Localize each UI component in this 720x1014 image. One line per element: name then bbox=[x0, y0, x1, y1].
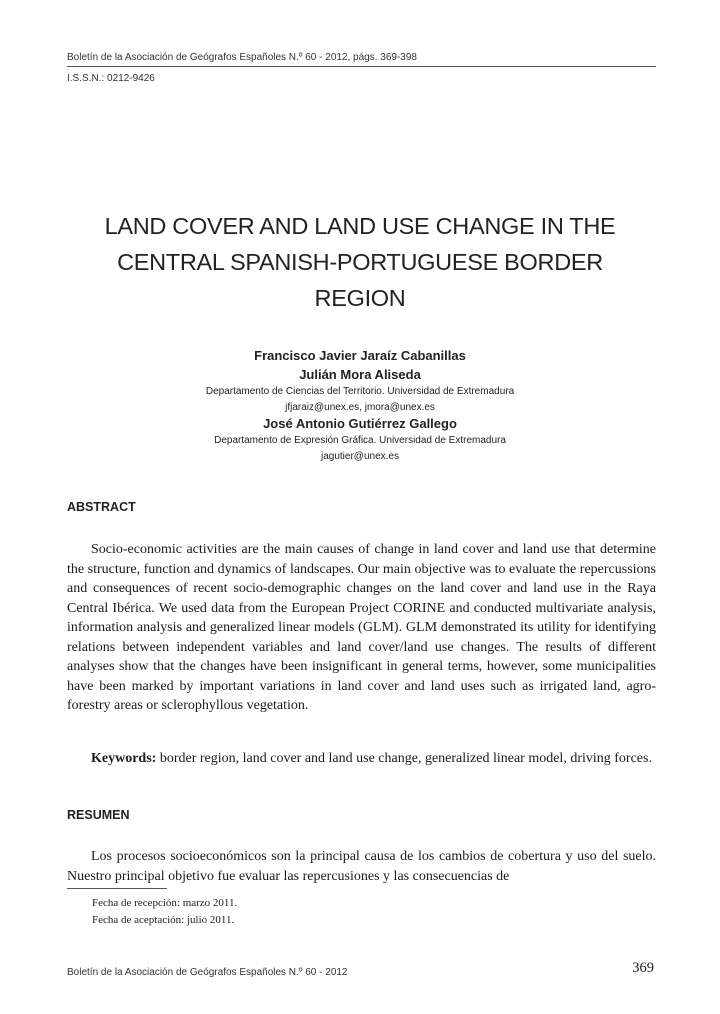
abstract-heading: ABSTRACT bbox=[67, 500, 136, 514]
keywords-text: border region, land cover and land use change, generalized linear model, driving forces. bbox=[159, 751, 652, 766]
author-emails-1[interactable]: jfjaraiz@unex.es, jmora@unex.es bbox=[285, 402, 435, 413]
header-rule bbox=[67, 66, 656, 67]
resumen-heading: RESUMEN bbox=[67, 808, 130, 822]
title-line-1: LAND COVER AND LAND USE CHANGE IN THE bbox=[104, 213, 616, 239]
page-number: 369 bbox=[632, 960, 654, 976]
abstract-paragraph: Socio-economic activities are the main causes of change in land cover and land use that determine the structure, function and dynamics of landscapes. Our main objective was to evaluate the repercussions and consequences of recent socio-demographic changes on the land cover and land use in the Raya Central Ibérica. We used data from the European Project CORINE and conducted multivariate analysis, information analysis and generalized linear models (GLM). GLM demonstrated its utility for identifying relations between independent variables and land cover/land use changes. The results of different analyses show that the changes have been insignificant in general terms, however, some municipalities have been marked by important variations in land cover and land uses such as irrigated land, agro-forestry areas or sclerophyllous vegetation. bbox=[67, 542, 656, 713]
author-name-3: José Antonio Gutiérrez Gallego bbox=[263, 416, 457, 431]
resumen-paragraph: Los procesos socioeconómicos son la principal causa de los cambios de cobertura y uso del suelo. Nuestro principal objetivo fue evaluar las repercusiones y las consecuencias de bbox=[67, 849, 656, 884]
keywords-block bbox=[67, 749, 656, 769]
accepted-date: Fecha de aceptación: julio 2011. bbox=[92, 914, 235, 926]
author-name-1: Francisco Javier Jaraíz Cabanillas bbox=[254, 348, 466, 363]
author-email-2[interactable]: jagutier@unex.es bbox=[321, 451, 399, 462]
author-block-2 bbox=[60, 414, 660, 465]
footer-journal: Boletín de la Asociación de Geógrafos Españoles N.º 60 - 2012 bbox=[67, 967, 348, 978]
resumen-body bbox=[67, 847, 656, 886]
affiliation-2: Departamento de Expresión Gráfica. Universidad de Extremadura bbox=[214, 435, 506, 446]
author-name-2: Julián Mora Aliseda bbox=[299, 367, 421, 382]
keywords-label: Keywords: bbox=[91, 751, 157, 766]
running-head: Boletín de la Asociación de Geógrafos Españoles N.º 60 - 2012, págs. 369-398 bbox=[67, 52, 417, 63]
footnotes bbox=[92, 895, 237, 929]
author-block-1 bbox=[60, 346, 660, 416]
received-date: Fecha de recepción: marzo 2011. bbox=[92, 897, 238, 909]
issn: I.S.S.N.: 0212-9426 bbox=[67, 73, 155, 84]
title-line-3: REGION bbox=[314, 285, 406, 311]
affiliation-1: Departamento de Ciencias del Territorio. Universidad de Extremadura bbox=[205, 386, 515, 397]
article-title bbox=[60, 208, 660, 316]
abstract-body bbox=[67, 540, 656, 716]
title-line-2: CENTRAL SPANISH-PORTUGUESE BORDER bbox=[117, 249, 603, 275]
keywords-paragraph bbox=[67, 749, 656, 769]
footnote-rule bbox=[67, 888, 167, 889]
